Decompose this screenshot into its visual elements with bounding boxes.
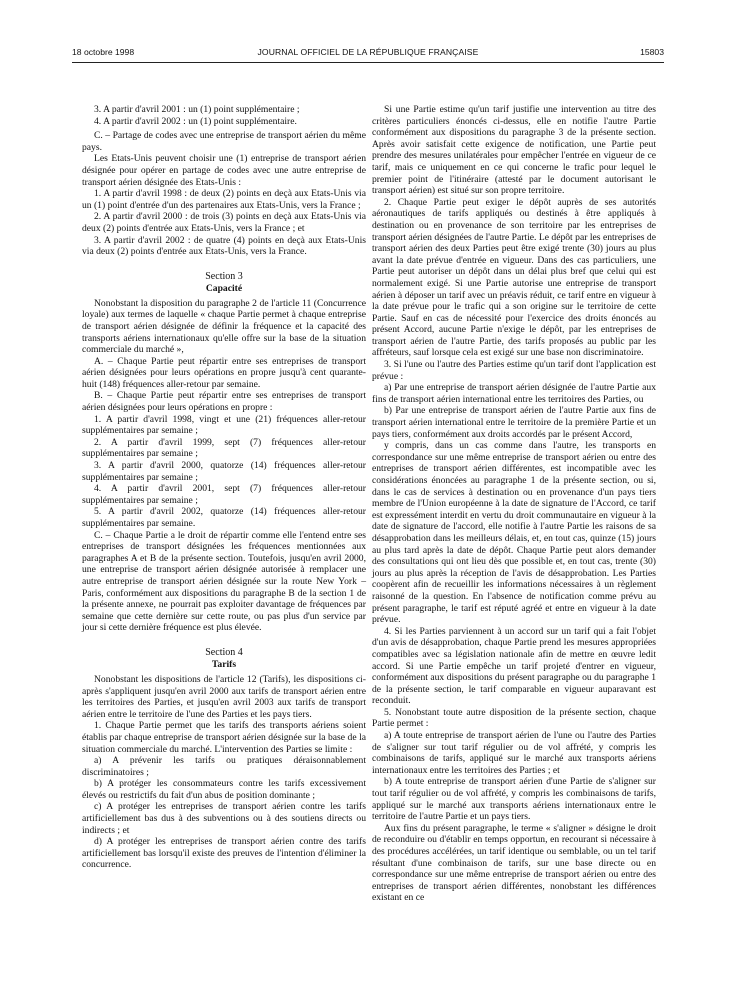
paragraph: 4. A partir d'avril 2002 : un (1) point supplémentaire.: [94, 115, 297, 127]
paragraph: b) Par une entreprise de transport aérien de l'autre Partie aux fins de transport aérien international entre le territoire de la première Partie et un pays tiers, conformément aux droits accordés par le présent Accord,: [372, 405, 656, 440]
paragraph: b) A protéger les consommateurs contre les tarifs excessivement élevés ou restrictifs du fait d'un abus de position dominante ;: [82, 778, 366, 801]
section-title: Capacité: [205, 282, 243, 294]
paragraph: a) A toute entreprise de transport aérien de l'une ou l'autre des Parties de s'aligner sur tout tarif régulier ou de vol affrété, y compris les combinaisons de tarifs, appliqué sur le marché aux transports aériens internationaux entre les territoires des Parties ; et: [372, 730, 656, 776]
page-header: [72, 47, 664, 61]
paragraph: d) A protéger les entreprises de transport aérien contre des tarifs artificiellement bas lorsqu'il existe des preuves de l'intention d'éliminer la concurrence.: [82, 836, 366, 871]
paragraph: 1. A partir d'avril 1998, vingt et une (21) fréquences aller-retour supplémentaires par semaine ;: [82, 413, 366, 437]
section-heading: Section 4: [205, 646, 243, 658]
paragraph: a) Par une entreprise de transport aérien désignée de l'autre Partie aux fins de transport aérien international entre les territoires des Parties, ou: [372, 382, 656, 405]
section-title: Tarifs: [211, 658, 237, 670]
paragraph: Les Etats-Unis peuvent choisir une (1) entreprise de transport aérien désignée pour opérer en partage de codes avec une autre entreprise de transport aérien désignée des Etats-Unis :: [82, 153, 366, 188]
header-page-number: 15803: [640, 47, 664, 57]
paragraph: A. – Chaque Partie peut répartir entre ses entreprises de transport aérien désignées pour leurs opérations en propre jusqu'à cent quarante-huit (148) fréquences aller-retour par semaine.: [82, 355, 366, 390]
paragraph: 5. Nonobstant toute autre disposition de la présente section, chaque Partie permet :: [372, 706, 656, 730]
paragraph: Aux fins du présent paragraphe, le terme « s'aligner » désigne le droit de reconduire ou d'établir en temps opportun, en recourant si nécessaire à des procédures accélérées, un tarif identique ou semblable, ou un tel tarif résultant d'une combinaison de tarifs, sur une base directe ou en correspondance sur une même entreprise de transport aérien ou entre des entreprises de transport aérien différentes, nonobstant les différences existant en ce: [372, 822, 656, 904]
paragraph: C. – Partage de codes avec une entreprise de transport aérien du même pays.: [82, 130, 366, 153]
paragraph: 5. A partir d'avril 2002, quatorze (14) fréquences aller-retour supplémentaires par semaine.: [82, 506, 366, 529]
paragraph: 3. Si l'une ou l'autre des Parties estime qu'un tarif dont l'application est prévue :: [372, 359, 656, 382]
paragraph: 1. A partir d'avril 1998 : de deux (2) points en deçà aux Etats-Unis via un (1) point d'entrée d'un des partenaires aux Etats-Unis, vers la France ;: [82, 188, 366, 211]
paragraph: 3. A partir d'avril 2002 : de quatre (4) points en deçà aux Etats-Unis via deux (2) points d'entrée aux Etats-Unis, vers la France.: [82, 234, 366, 258]
paragraph: a) A prévenir les tarifs ou pratiques déraisonnablement discriminatoires ;: [82, 755, 366, 778]
header-date: 18 octobre 1998: [72, 47, 135, 57]
paragraph: 2. A partir d'avril 2000 : de trois (3) points en deçà aux Etats-Unis via deux (2) points d'entrée aux Etats-Unis, vers la France ; et: [82, 211, 366, 234]
left-column: [82, 104, 366, 871]
paragraph: B. – Chaque Partie peut répartir entre ses entreprises de transport aérien désignées pour leurs opérations en propre :: [82, 390, 366, 414]
paragraph: Nonobstant les dispositions de l'article 12 (Tarifs), les dispositions ci-après s'appliquent jusqu'en avril 2000 aux tarifs de transport aérien entre les territoires des Parties, et jusqu'en avril 2003 aux tarifs de transport aérien entre le territoire de l'une des Parties et les pays tiers.: [82, 673, 366, 720]
paragraph: Nonobstant la disposition du paragraphe 2 de l'article 11 (Concurrence loyale) aux termes de laquelle « chaque Partie permet à chaque entreprise de transport aérien désignée de définir la fréquence et la capacité des transports aériens internationaux qu'elle offre sur la base de la situation commerciale du marché »,: [82, 297, 366, 356]
section-heading: Section 3: [205, 270, 243, 282]
right-column: [372, 104, 656, 904]
paragraph: 2. Chaque Partie peut exiger le dépôt auprès de ses autorités aéronautiques de tarifs appliqués ou destinés à être appliqués à destination ou en provenance de son territoire par les entreprises de transport aérien désignées de l'autre Partie. Le dépôt par les entreprises de transport aérien des deux Parties peut être exigé trente (30) jours au plus avant la date prévue d'entrée en vigueur. Dans des cas particuliers, une Partie peut autoriser un dépôt dans un délai plus bref que celui qui est normalement exigé. Si une Partie autorise une entreprise de transport aérien à déposer un tarif avec un préavis réduit, ce tarif entre en vigueur à la date prévue pour le trafic qui a son origine sur le territoire de cette Partie. Sauf en cas de nécessité pour l'exercice des droits énoncés au présent Accord, aucune Partie n'exige le dépôt, par les entreprises de transport aérien de l'autre Partie, des tarifs proposés au public par les affréteurs, sauf lorsque cela est exigé sur une base non discriminatoire.: [372, 196, 656, 359]
paragraph: 4. A partir d'avril 2001, sept (7) fréquences aller-retour supplémentaires par semaine ;: [82, 483, 366, 506]
header-journal-title: JOURNAL OFFICIEL DE LA RÉPUBLIQUE FRANÇAISE: [257, 47, 479, 57]
paragraph: 1. Chaque Partie permet que les tarifs des transports aériens soient établis par chaque entreprise de transport aérien désignée sur la base de la situation commerciale du marché. L'intervention des Parties se limite :: [82, 720, 366, 755]
paragraph: Si une Partie estime qu'un tarif justifie une intervention au titre des critères particuliers énoncés ci-dessus, elle en notifie l'autre Partie conformément aux dispositions du paragraphe 3 de la présente section. Après avoir satisfait cette exigence de notification, une Partie peut prendre des mesures unilatérales pour empêcher l'entrée en vigueur de ce tarif, mais ce uniquement en ce qui concerne le trafic pour lequel le premier point de l'itinéraire (attesté par le document autorisant le transport aérien) est situé sur son propre territoire.: [372, 104, 656, 197]
paragraph: 3. A partir d'avril 2000, quatorze (14) fréquences aller-retour supplémentaires par semaine ;: [82, 460, 366, 483]
paragraph: 4. Si les Parties parviennent à un accord sur un tarif qui a fait l'objet d'un avis de désapprobation, chaque Partie prend les mesures appropriées compatibles avec sa législation nationale afin de mettre en œuvre ledit accord. Si une Partie empêche un tarif projeté d'entrer en vigueur, conformément aux dispositions du présent paragraphe ou du paragraphe 1 de la présente section, le tarif comparable en vigueur auparavant est reconduit.: [372, 625, 656, 707]
paragraph: y compris, dans un cas comme dans l'autre, les transports en correspondance sur une même entreprise de transport aérien ou entre des entreprises de transport aérien différentes, est incompatible avec les considérations énoncées au paragraphe 1 de la présente section, ou si, dans le cas de services à destination ou en provenance d'un pays tiers membre de l'Union européenne à la date de signature de l'Accord, ce tarif est expressément interdit en vertu du droit communautaire en vigueur à la date de signature de l'accord, elle notifie à l'autre Partie les raisons de sa désapprobation dans les meilleurs délais, et, en tout cas, quinze (15) jours au plus tard après la date de dépôt. Chaque Partie peut alors demander des consultations qui ont lieu dès que possible et, en tout cas, trente (30) jours au plus après la réception de l'avis de désapprobation. Les Parties coopèrent afin de recueillir les informations nécessaires à un règlement raisonné de la question. En l'absence de notification comme prévu au présent paragraphe, le tarif est réputé agréé et entre en vigueur à la date prévue.: [372, 440, 656, 626]
paragraph: 3. A partir d'avril 2001 : un (1) point supplémentaire ;: [94, 104, 300, 115]
paragraph: b) A toute entreprise de transport aérien d'une Partie de s'aligner sur tout tarif régulier ou de vol affrété, y compris les combinaisons de tarifs, appliqué sur le marché aux transports aériens internationaux entre le territoire de l'autre Partie et un pays tiers.: [372, 776, 656, 823]
paragraph: 2. A partir d'avril 1999, sept (7) fréquences aller-retour supplémentaires par semaine ;: [82, 436, 366, 460]
paragraph: C. – Chaque Partie a le droit de répartir comme elle l'entend entre ses entreprises de transport désignées les fréquences mentionnées aux paragraphes A et B de la présente section. Toutefois, jusqu'en avril 2000, une entreprise de transport aérien désignée autorisée à remplacer une autre entreprise de transport aérien désignée sur la route New York – Paris, conformément aux dispositions du paragraphe B de la section 1 de la présente annexe, ne pourrait pas exploiter davantage de fréquences par semaine que cette dernière sur cette route, ou pas plus d'un service par jour si cette dernière fréquence est plus élevée.: [82, 529, 366, 634]
header-rule: [72, 62, 664, 63]
paragraph: c) A protéger les entreprises de transport aérien contre les tarifs artificiellement bas dus à des subventions ou à des soutiens directs ou indirects ; et: [82, 801, 366, 836]
